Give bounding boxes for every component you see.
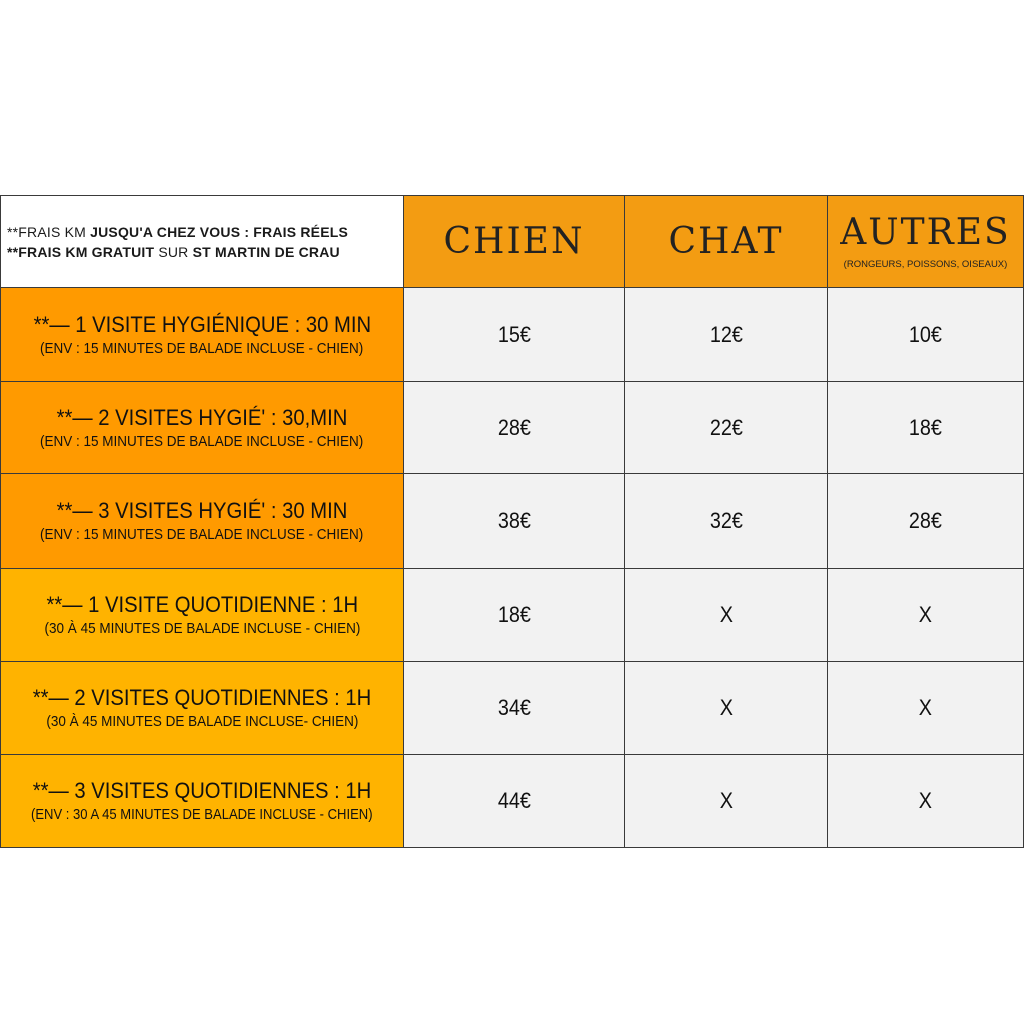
service-subtitle: (ENV : 15 MINUTES DE BALADE INCLUSE - CHIEN) [40, 339, 364, 357]
service-cell [0, 661, 404, 755]
price-value: X [719, 788, 733, 813]
price-autres [827, 287, 1024, 382]
price-chien [403, 568, 625, 662]
price-chat [624, 287, 828, 382]
price-autres [827, 754, 1024, 848]
service-subtitle: (30 À 45 MINUTES DE BALADE INCLUSE- CHIEN) [45, 713, 359, 730]
price-chien [403, 754, 625, 848]
price-value: X [918, 788, 933, 813]
price-value: 38€ [497, 508, 531, 533]
header-autres-label: AUTRES [840, 212, 1011, 253]
header-autres [827, 195, 1024, 288]
service-title: **— 1 VISITE HYGIÉNIQUE : 30 MIN [33, 311, 371, 337]
pricing-table [0, 195, 1024, 848]
price-value: 18€ [497, 602, 531, 627]
price-value: 34€ [497, 695, 531, 720]
price-value: 15€ [497, 321, 531, 347]
price-chien [403, 381, 625, 474]
price-value: 28€ [497, 414, 531, 440]
service-cell [0, 287, 404, 382]
price-chat [624, 473, 828, 569]
price-value: 18€ [908, 414, 943, 440]
service-subtitle: (ENV : 15 MINUTES DE BALADE INCLUSE - CHIEN) [40, 432, 364, 450]
price-autres [827, 473, 1024, 569]
header-chien-label: CHIEN [443, 220, 585, 262]
service-title: **— 1 VISITE QUOTIDIENNE : 1H [46, 592, 358, 617]
price-chat [624, 568, 828, 662]
service-cell [0, 754, 404, 848]
price-chat [624, 754, 828, 848]
service-cell [0, 568, 404, 662]
price-autres [827, 568, 1024, 662]
price-value: 28€ [908, 508, 943, 533]
price-value: 12€ [709, 321, 743, 347]
service-cell [0, 473, 404, 569]
service-subtitle: (ENV : 15 MINUTES DE BALADE INCLUSE - CHIEN) [40, 526, 364, 543]
price-value: X [918, 602, 933, 627]
service-title: **— 3 VISITES HYGIÉ' : 30 MIN [56, 498, 348, 523]
service-cell [0, 381, 404, 474]
price-chien [403, 473, 625, 569]
price-chat [624, 661, 828, 755]
fees-note-line-1: **FRAIS KM JUSQU'A CHEZ VOUS : FRAIS RÉELS [7, 223, 349, 240]
service-subtitle: (ENV : 30 A 45 MINUTES DE BALADE INCLUSE - CHIEN) [31, 807, 373, 823]
price-value: 22€ [709, 414, 743, 440]
price-autres [827, 661, 1024, 755]
service-title: **— 2 VISITES HYGIÉ' : 30,MIN [56, 404, 348, 430]
header-chat-label: CHAT [668, 220, 784, 262]
price-value: X [719, 695, 733, 720]
price-chien [403, 661, 625, 755]
price-value: 44€ [497, 788, 531, 813]
header-chien [403, 195, 625, 288]
price-chat [624, 381, 828, 474]
fees-note-line-2: **FRAIS KM GRATUIT SUR ST MARTIN DE CRAU [7, 243, 340, 260]
price-autres [827, 381, 1024, 474]
header-autres-sub: (RONGEURS, POISSONS, OISEAUX) [843, 259, 1008, 270]
fees-note [0, 195, 404, 288]
service-title: **— 2 VISITES QUOTIDIENNES : 1H [32, 685, 372, 710]
price-value: X [719, 602, 733, 627]
price-value: X [918, 695, 933, 720]
service-title: **— 3 VISITES QUOTIDIENNES : 1H [32, 778, 372, 803]
price-chien [403, 287, 625, 382]
price-value: 32€ [709, 508, 743, 533]
header-chat [624, 195, 828, 288]
price-value: 10€ [908, 321, 943, 347]
service-subtitle: (30 À 45 MINUTES DE BALADE INCLUSE - CHIEN) [44, 620, 360, 637]
